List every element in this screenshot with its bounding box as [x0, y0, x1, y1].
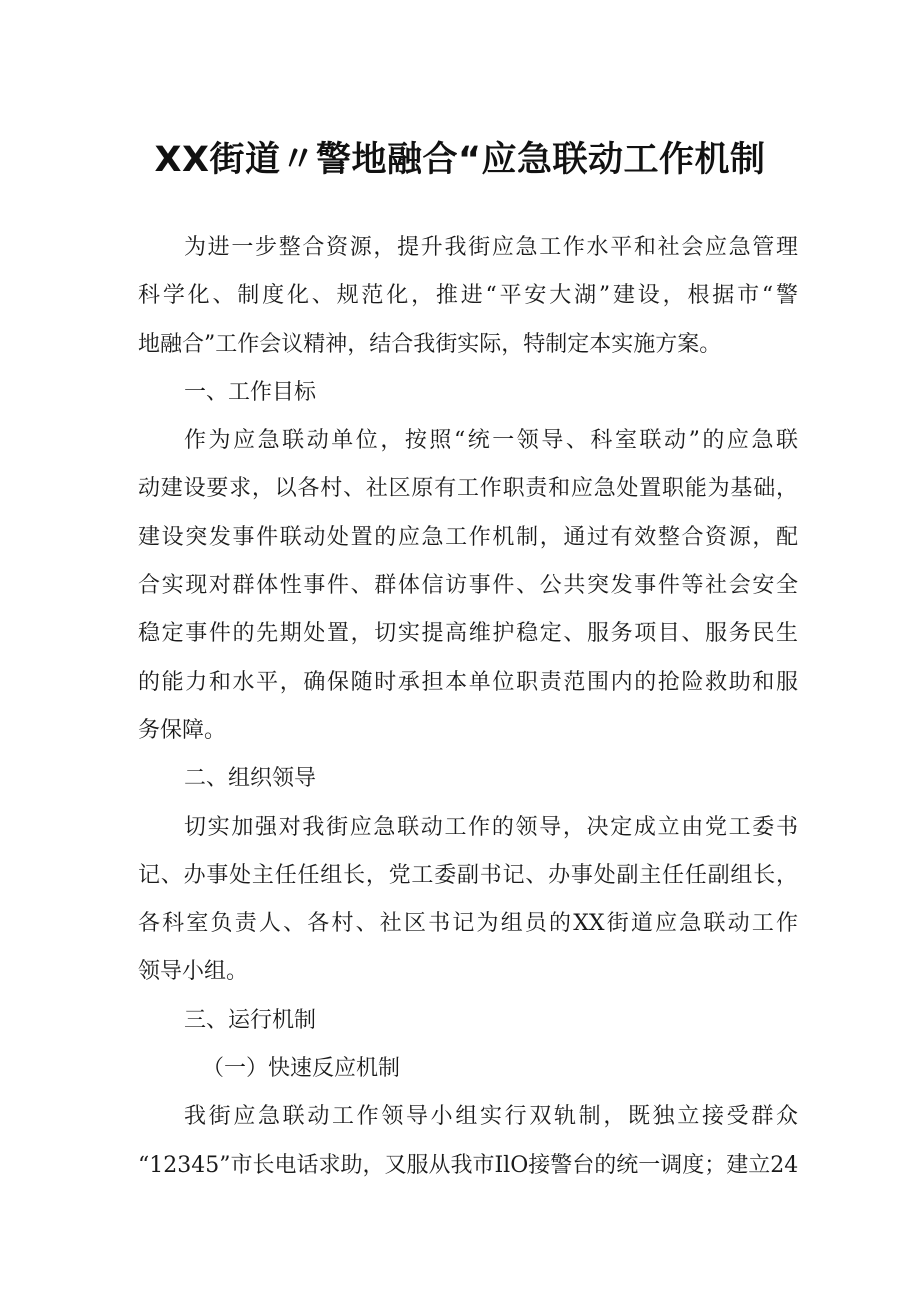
paragraph-line: 务保障。: [138, 717, 227, 743]
paragraph-line: 建设突发事件联动处置的应急工作机制，通过有效整合资源，配: [138, 524, 798, 550]
paragraph-line: 稳定事件的先期处置，切实提高维护稳定、服务项目、服务民生: [138, 621, 798, 647]
document-body: [138, 224, 798, 1190]
document-title: XX街道〃警地融合“应急联动工作机制: [154, 140, 766, 180]
section-heading: 二、组织领导: [184, 766, 317, 792]
paragraph-line: 动建设要求，以各村、社区原有工作职责和应急处置职能为基础，: [138, 476, 798, 502]
paragraph-line: 合实现对群体性事件、群体信访事件、公共突发事件等社会安全: [138, 573, 798, 599]
paragraph-line: “12345”市长电话求助，又服从我市IlO接警台的统一调度；建立24: [138, 1152, 799, 1178]
paragraph-line: 我街应急联动工作领导小组实行双轨制，既独立接受群众: [184, 1104, 798, 1130]
paragraph-line: 地融合”工作会议精神，结合我街实际，特制定本实施方案。: [138, 331, 722, 357]
paragraph-line: 的能力和水平，确保随时承担本单位职责范围内的抢险救助和服: [138, 669, 798, 695]
subsection-heading: （一）快速反应机制: [202, 1056, 401, 1082]
paragraph-line: 作为应急联动单位，按照“统一领导、科室联动”的应急联: [184, 428, 798, 454]
section-heading: 三、运行机制: [184, 1007, 317, 1033]
section-heading: 一、工作目标: [184, 379, 317, 405]
paragraph-line: 为进一步整合资源，提升我街应急工作水平和社会应急管理: [184, 235, 798, 260]
paragraph-line: 领导小组。: [138, 959, 249, 985]
paragraph-line: 记、办事处主任任组长，党工委副书记、办事处副主任任副组长，: [138, 862, 798, 888]
paragraph-line: 科学化、制度化、规范化，推进“平安大湖”建设，根据市“警: [138, 283, 798, 309]
paragraph-line: 切实加强对我街应急联动工作的领导，决定成立由党工委书: [184, 814, 798, 840]
paragraph-line: 各科室负责人、各村、社区书记为组员的XX街道应急联动工作: [138, 911, 798, 937]
